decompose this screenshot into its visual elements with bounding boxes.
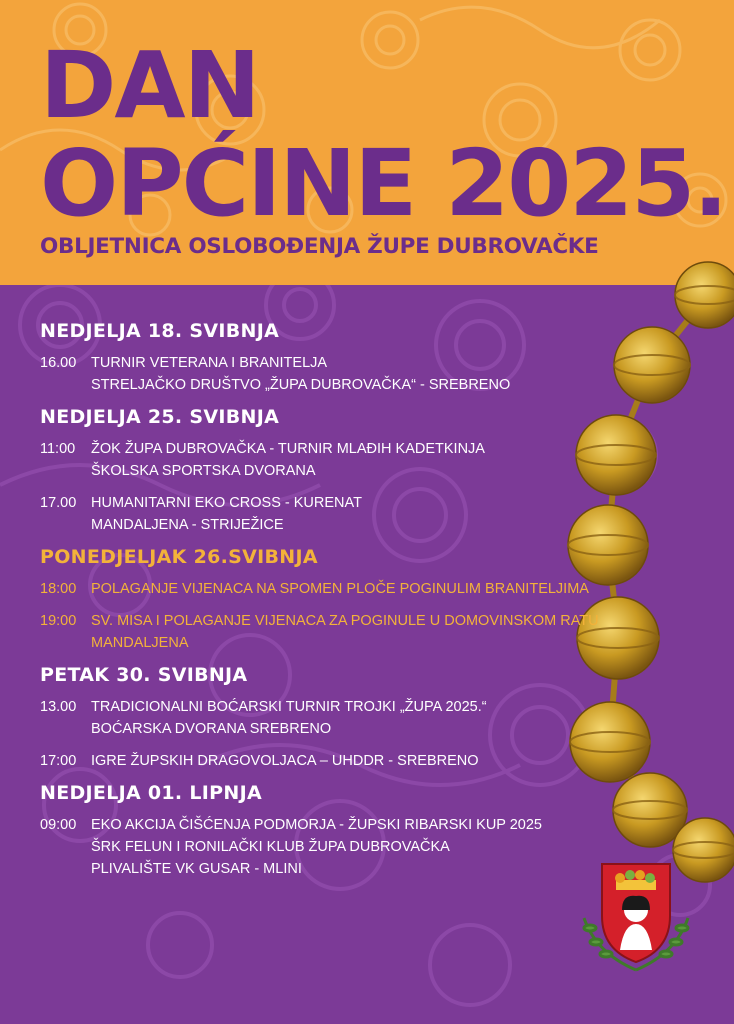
event-program <box>40 320 600 890</box>
subtitle: OBLJETNICA OSLOBOĐENJA ŽUPE DUBROVAČKE <box>40 234 599 259</box>
event-item <box>40 750 600 772</box>
event-description-line: IGRE ŽUPSKIH DRAGOVOLJACA – UHDDR - SREBRENO <box>91 753 479 769</box>
event-item <box>40 492 600 536</box>
event-time: 18:00 <box>40 581 77 597</box>
day-heading: NEDJELJA 25. SVIBNJA <box>40 406 280 428</box>
event-description <box>91 610 600 654</box>
event-description-line: HUMANITARNI EKO CROSS - KURENAT <box>91 495 362 511</box>
event-description-line: STRELJAČKO DRUŠTVO „ŽUPA DUBROVAČKA“ - SREBRENO <box>91 377 511 393</box>
event-description <box>91 750 600 772</box>
event-item <box>40 578 600 600</box>
event-description <box>91 438 600 482</box>
day-heading: NEDJELJA 01. LIPNJA <box>40 782 262 804</box>
event-time: 11:00 <box>40 441 76 457</box>
event-time: 09:00 <box>40 817 77 833</box>
event-description <box>91 492 600 536</box>
event-description-line: POLAGANJE VIJENACA NA SPOMEN PLOČE POGINULIM BRANITELJIMA <box>91 581 589 597</box>
day-heading: PETAK 30. SVIBNJA <box>40 664 248 686</box>
event-time: 19:00 <box>40 613 77 629</box>
event-description-line: MANDALJENA <box>91 635 189 651</box>
event-item <box>40 610 600 654</box>
event-description <box>91 814 600 880</box>
title-line-2: OPĆINE 2025. <box>40 130 727 237</box>
event-description <box>91 696 600 740</box>
event-description-line: MANDALJENA - STRIJEŽICE <box>91 517 284 533</box>
program-day <box>40 782 600 880</box>
event-description-line: PLIVALIŠTE VK GUSAR - MLINI <box>91 861 302 877</box>
event-description <box>91 352 600 396</box>
program-day <box>40 406 600 536</box>
event-description-line: BOĆARSKA DVORANA SREBRENO <box>91 721 332 737</box>
event-item <box>40 438 600 482</box>
event-time: 17.00 <box>40 495 77 511</box>
event-description <box>91 578 600 600</box>
event-description-line: ŽOK ŽUPA DUBROVAČKA - TURNIR MLAĐIH KADETKINJA <box>91 441 485 457</box>
event-item <box>40 696 600 740</box>
day-heading: PONEDJELJAK 26.SVIBNJA <box>40 546 318 568</box>
event-description-line: TRADICIONALNI BOĆARSKI TURNIR TROJKI „ŽUPA 2025.“ <box>91 699 487 715</box>
day-heading: NEDJELJA 18. SVIBNJA <box>40 320 280 342</box>
event-item <box>40 814 600 880</box>
event-description-line: EKO AKCIJA ČIŠĆENJA PODMORJA - ŽUPSKI RIBARSKI KUP 2025 <box>91 817 542 833</box>
title-line-1: DAN <box>40 32 259 139</box>
event-description-line: TURNIR VETERANA I BRANITELJA <box>91 355 328 371</box>
program-day <box>40 546 600 654</box>
event-item <box>40 352 600 396</box>
event-description-line: SV. MISA I POLAGANJE VIJENACA ZA POGINULE U DOMOVINSKOM RATU <box>91 613 599 629</box>
program-day <box>40 320 600 396</box>
event-time: 16.00 <box>40 355 77 371</box>
event-description-line: ŠKOLSKA SPORTSKA DVORANA <box>91 463 316 479</box>
header-band <box>0 0 734 285</box>
event-time: 17:00 <box>40 753 77 769</box>
program-day <box>40 664 600 772</box>
event-description-line: ŠRK FELUN I RONILAČKI KLUB ŽUPA DUBROVAČKA <box>91 839 450 855</box>
event-time: 13.00 <box>40 699 77 715</box>
